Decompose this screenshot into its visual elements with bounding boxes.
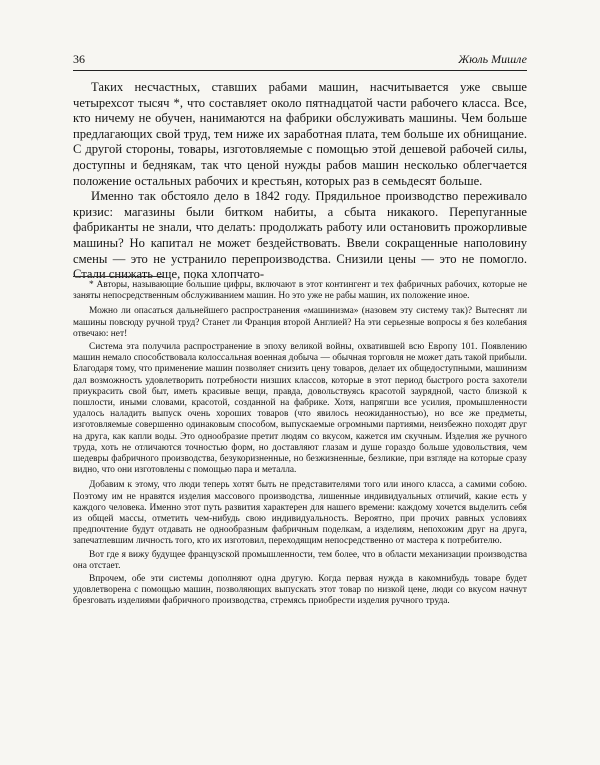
body-paragraph: Таких несчастных, ставших рабами машин, насчитывается уже свыше четырехсот тысяч *, что составляет около пятнадцатой части рабочего класса. Все, кто ничему не обучен, нанимаются на фабрики обслуживать машины. Чем больше предлагающих свой труд, тем ниже их заработная плата, тем больше их обнищание. С другой стороны, товары, изготовляемые с помощью этой дешевой рабочей силы, доступны и беднякам, так что ценой нужды рабов машин несколько облегчается положение остальных рабочих и крестьян, которых раз в семьдесят больше. xyxy=(73,80,527,188)
page-number: 36 xyxy=(73,52,85,66)
page-header xyxy=(73,52,527,68)
footnote-paragraph: Можно ли опасаться дальнейшего распространения «машинизма» (назовем эту систему так)? Вытеснят ли машины повсюду ручной труд? Станет ли Франция второй Англией? На эти серьезные вопросы я без колебания отвечаю: нет! xyxy=(73,306,527,339)
body-paragraph: Именно так обстояло дело в 1842 году. Прядильное производство переживало кризис: магазины были битком набиты, а сбыта никакого. Перепуганные фабриканты не знали, что делать: продолжать работу или остановить прожорливые машины? Но капитал не может бездействовать. Ввели сокращенные наполовину смены — это не устранило перепроизводства. Снизили цены — это не помогло. Стали снижать еще, пока хлопчато- xyxy=(73,189,527,282)
footnotes xyxy=(73,280,527,610)
footnote-paragraph: Вот где я вижу будущее французской промышленности, тем более, что в области механизации производства она отстает. xyxy=(73,549,527,571)
footnote-paragraph: Добавим к этому, что люди теперь хотят быть не представителями того или иного класса, а самими собою. Поэтому им не нравятся изделия массового производства, лишенные индивидуальных отличий, какие есть у каждого человека. Именно этот путь развития характерен для нашего времени: каждому хочется выделить себя из общей массы, отметить чем-нибудь свою индивидуальность. Вероятно, при прочих равных условиях предпочтение будут отдавать не однообразным фабричным поделкам, а изделиям, непохожим друг на друга, запечатлевшим личность того, кто их изготовил, переходящим непосредственно от мастера к потребителю. xyxy=(73,480,527,547)
footnote-paragraph: Система эта получила распространение в эпоху великой войны, охватившей всю Европу 101. Появлению машин немало способствовала колоссальная военная добыча — обычная торговля не может дать такой прибыли. Благодаря тому, что применение машин позволяет снизить цену товаров, делает их общедоступными, машинизм дал возможность удовлетворить потребности низших классов, которые в этот период быстрого роста захотели приукрасить свой быт, иметь красивые вещи, правда, довольствуясь красотой заурядной, часто близкой к пошлости, иными словами, красотой, созданной на фабрике. Хотя, напрягши все усилия, промышленности удалось наладить выпуск очень хороших товаров (что явилось неожиданностью), но все же предметы, изготовляемые совершенно одинаковым способом, выпускаемые огромными партиями, неизбежно походят друг на друга, как капли воды. Это однообразие претит людям со вкусом, кажется им скучным. Изделия же ручного труда, хоть не отличаются точностью форм, но доставляют глазам и душе гораздо больше удовольствия, чем шедевры фабричного производства, безукоризненные, но безжизненные, безликие, при взгляде на которые сразу видно, что они изготовлены с помощью пара и металла. xyxy=(73,342,527,476)
main-text xyxy=(73,80,527,283)
running-title: Жюль Мишле xyxy=(458,52,527,66)
footnote-separator xyxy=(73,276,163,277)
footnote-paragraph: Впрочем, обе эти системы дополняют одна другую. Когда первая нужда в какомнибудь товаре будет удовлетворена с помощью машин, позволяющих выпускать этот товар по низкой цене, люди со вкусом начнут брезговать изделиями фабричного производства, стремясь приобрести изделия ручного труда. xyxy=(73,574,527,607)
header-rule xyxy=(73,70,527,71)
footnote-asterisk: * Авторы, называющие бо́льшие цифры, включают в этот контингент и тех фабричных рабочих, которые не заняты непосредственным обслуживанием машин. Но это уже не рабы машин, их положение иное. xyxy=(73,280,527,302)
